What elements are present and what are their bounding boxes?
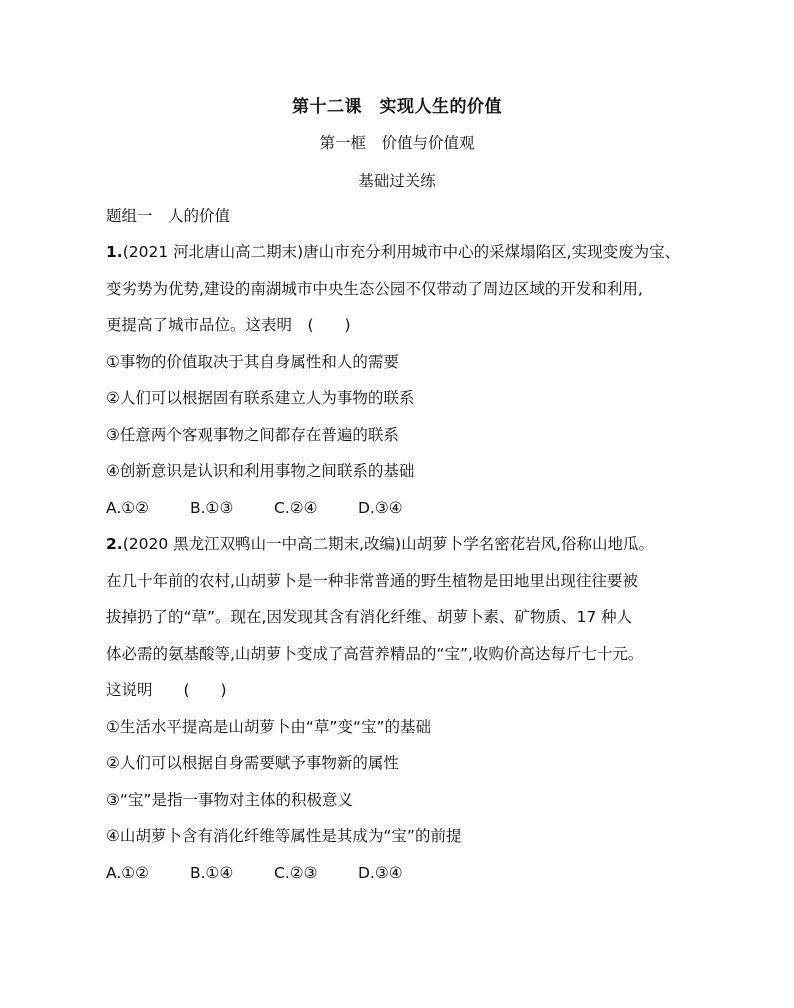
q1-choice-b: B.①③ (190, 499, 234, 517)
question-group-label: 题组一 人的价值 (106, 207, 231, 225)
q2-option-2: ②人们可以根据自身需要赋予事物新的属性 (106, 754, 399, 772)
lesson-title: 第十二课 实现人生的价值 (292, 97, 502, 117)
q2-number: 2. (106, 535, 123, 553)
section-title: 第一框 价值与价值观 (319, 134, 475, 152)
q1-option-4: ④创新意识是认识和利用事物之间联系的基础 (106, 462, 415, 480)
part-title: 基础过关练 (358, 172, 436, 190)
q1-option-3: ③任意两个客观事物之间都存在普遍的联系 (106, 426, 399, 444)
q1-stem-line-3: 更提高了城市品位。这表明 ( ) (106, 316, 351, 334)
q2-choice-b: B.①④ (190, 864, 234, 882)
q2-choice-c: C.②③ (274, 864, 318, 882)
q2-stem-line-3: 拔掉扔了的“草”。现在,因发现其含有消化纤维、胡萝卜素、矿物质、17 种人 (106, 608, 633, 626)
q2-stem-line-2: 在几十年前的农村,山胡萝卜是一种非常普通的野生植物是田地里出现往往要被 (106, 572, 638, 590)
q1-choice-a: A.①② (106, 499, 150, 517)
q2-option-3: ③“宝”是指一事物对主体的积极意义 (106, 791, 353, 809)
q1-option-1: ①事物的价值取决于其自身属性和人的需要 (106, 353, 399, 371)
q1-option-2: ②人们可以根据固有联系建立人为事物的联系 (106, 389, 415, 407)
q1-stem-text-1: (2021 河北唐山高二期末)唐山市充分利用城市中心的采煤塌陷区,实现变废为宝、 (122, 243, 681, 261)
q2-option-1: ①生活水平提高是山胡萝卜由“草”变“宝”的基础 (106, 718, 432, 736)
q2-choice-d: D.③④ (358, 864, 403, 882)
q2-option-4: ④山胡萝卜含有消化纤维等属性是其成为“宝”的前提 (106, 827, 462, 845)
q1-choices (106, 497, 442, 519)
q2-stem-line-5: 这说明 ( ) (106, 681, 227, 699)
q1-choice-c: C.②④ (274, 499, 318, 517)
q1-choice-d: D.③④ (358, 499, 403, 517)
q1-stem-line-1 (106, 241, 680, 263)
q2-stem-line-4: 体必需的氨基酸等,山胡萝卜变成了高营养精品的“宝”,收购价高达每斤七十元。 (106, 645, 644, 663)
q2-stem-text-1: (2020 黑龙江双鸭山一中高二期末,改编)山胡萝卜学名密花岩风,俗称山地瓜。 (122, 535, 655, 553)
q2-choices (106, 862, 442, 884)
q2-stem-line-1 (106, 533, 654, 555)
q1-stem-line-2: 变劣势为优势,建设的南湖城市中央生态公园不仅带动了周边区域的开发和利用, (106, 280, 643, 298)
q1-number: 1. (106, 243, 123, 261)
q2-choice-a: A.①② (106, 864, 150, 882)
